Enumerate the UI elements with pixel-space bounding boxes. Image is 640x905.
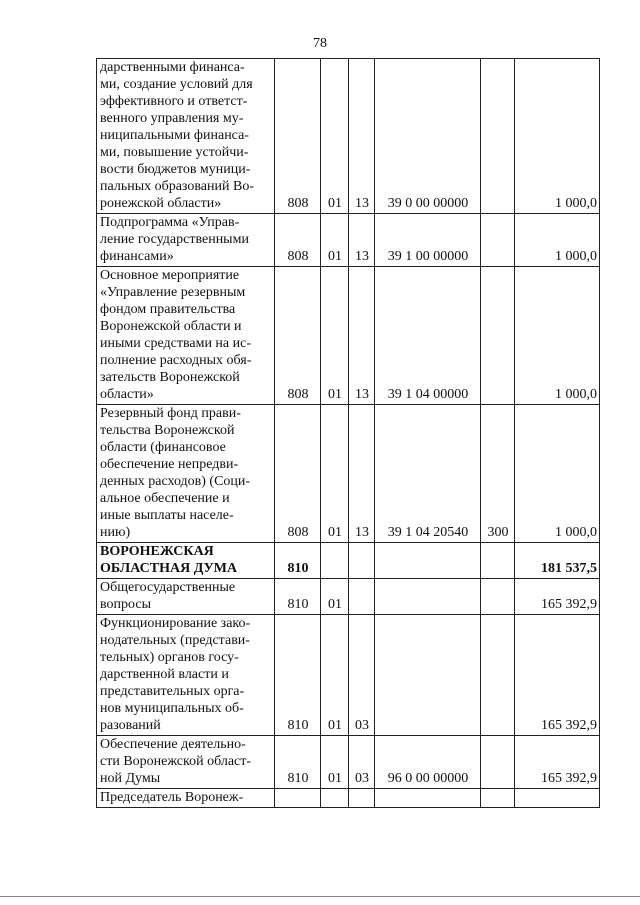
table-row: [97, 267, 600, 405]
row-subsection: 13: [349, 59, 375, 214]
table-row: [97, 579, 600, 615]
row-grbs: 808: [275, 59, 321, 214]
row-grbs: 808: [275, 405, 321, 543]
row-section: 01: [321, 405, 349, 543]
row-target-code: 39 0 00 00000: [375, 59, 481, 214]
row-subsection: 13: [349, 267, 375, 405]
budget-table-body: [97, 59, 600, 808]
row-expense-type: [481, 789, 515, 808]
row-target-code: 39 1 00 00000: [375, 214, 481, 267]
row-target-code: 96 0 00 00000: [375, 736, 481, 789]
row-expense-type: [481, 214, 515, 267]
row-section: 01: [321, 214, 349, 267]
row-amount: 1 000,0: [515, 59, 600, 214]
table-row: [97, 214, 600, 267]
row-name: Обеспечение деятельно- сти Воронежской област- ной Думы: [97, 736, 275, 789]
row-amount: 1 000,0: [515, 405, 600, 543]
row-section: 01: [321, 736, 349, 789]
row-amount: 1 000,0: [515, 214, 600, 267]
row-amount: 1 000,0: [515, 267, 600, 405]
row-grbs: 810: [275, 543, 321, 579]
row-expense-type: [481, 579, 515, 615]
row-subsection: 13: [349, 214, 375, 267]
row-expense-type: [481, 615, 515, 736]
table-row: [97, 405, 600, 543]
row-section: 01: [321, 615, 349, 736]
row-expense-type: [481, 543, 515, 579]
row-grbs: 808: [275, 214, 321, 267]
row-name: Функционирование зако- нодательных (представи- тельных) органов госу- дарственной власти и представительных орга- нов муниципальных об- разований: [97, 615, 275, 736]
row-target-code: [375, 789, 481, 808]
row-subsection: [349, 789, 375, 808]
row-amount: [515, 789, 600, 808]
row-name: Резервный фонд прави- тельства Воронежской области (финансовое обеспечение непредви- денных расходов) (Соци- альное обеспечение и иные выплаты населе- нию): [97, 405, 275, 543]
row-amount: 165 392,9: [515, 615, 600, 736]
row-grbs: 808: [275, 267, 321, 405]
page-number: 78: [313, 36, 327, 51]
row-grbs: 810: [275, 615, 321, 736]
row-amount: 181 537,5: [515, 543, 600, 579]
row-expense-type: [481, 59, 515, 214]
table-row: [97, 59, 600, 214]
row-amount: 165 392,9: [515, 736, 600, 789]
row-grbs: 810: [275, 736, 321, 789]
budget-table: [96, 58, 600, 808]
row-name: дарственными финанса- ми, создание условий для эффективного и ответст- венного управления му- ниципальными финанса- ми, повышение устойчи- вости бюджетов муници- пальных образований Во- ронежской области»: [97, 59, 275, 214]
row-name: Подпрограмма «Управ- ление государственными финансами»: [97, 214, 275, 267]
row-target-code: 39 1 04 00000: [375, 267, 481, 405]
row-section: 01: [321, 267, 349, 405]
row-subsection: [349, 579, 375, 615]
table-row: [97, 736, 600, 789]
table-row: [97, 789, 600, 808]
row-name: Общегосударственные вопросы: [97, 579, 275, 615]
row-name: Основное мероприятие «Управление резервным фондом правительства Воронежской области и иными средствами на ис- полнение расходных обя- зательств Воронежской области»: [97, 267, 275, 405]
row-target-code: [375, 543, 481, 579]
table-row-department: [97, 543, 600, 579]
row-expense-type: [481, 736, 515, 789]
row-section: [321, 789, 349, 808]
row-expense-type: 300: [481, 405, 515, 543]
row-subsection: 13: [349, 405, 375, 543]
row-grbs: 810: [275, 579, 321, 615]
row-expense-type: [481, 267, 515, 405]
row-subsection: 03: [349, 736, 375, 789]
row-section: 01: [321, 59, 349, 214]
row-target-code: [375, 579, 481, 615]
page-bottom-rule: [0, 896, 640, 897]
row-section: 01: [321, 579, 349, 615]
row-target-code: [375, 615, 481, 736]
row-subsection: [349, 543, 375, 579]
row-subsection: 03: [349, 615, 375, 736]
row-name: Председатель Воронеж-: [97, 789, 275, 808]
row-amount: 165 392,9: [515, 579, 600, 615]
row-section: [321, 543, 349, 579]
row-name: ВОРОНЕЖСКАЯ ОБЛАСТНАЯ ДУМА: [97, 543, 275, 579]
table-row: [97, 615, 600, 736]
row-grbs: [275, 789, 321, 808]
row-target-code: 39 1 04 20540: [375, 405, 481, 543]
